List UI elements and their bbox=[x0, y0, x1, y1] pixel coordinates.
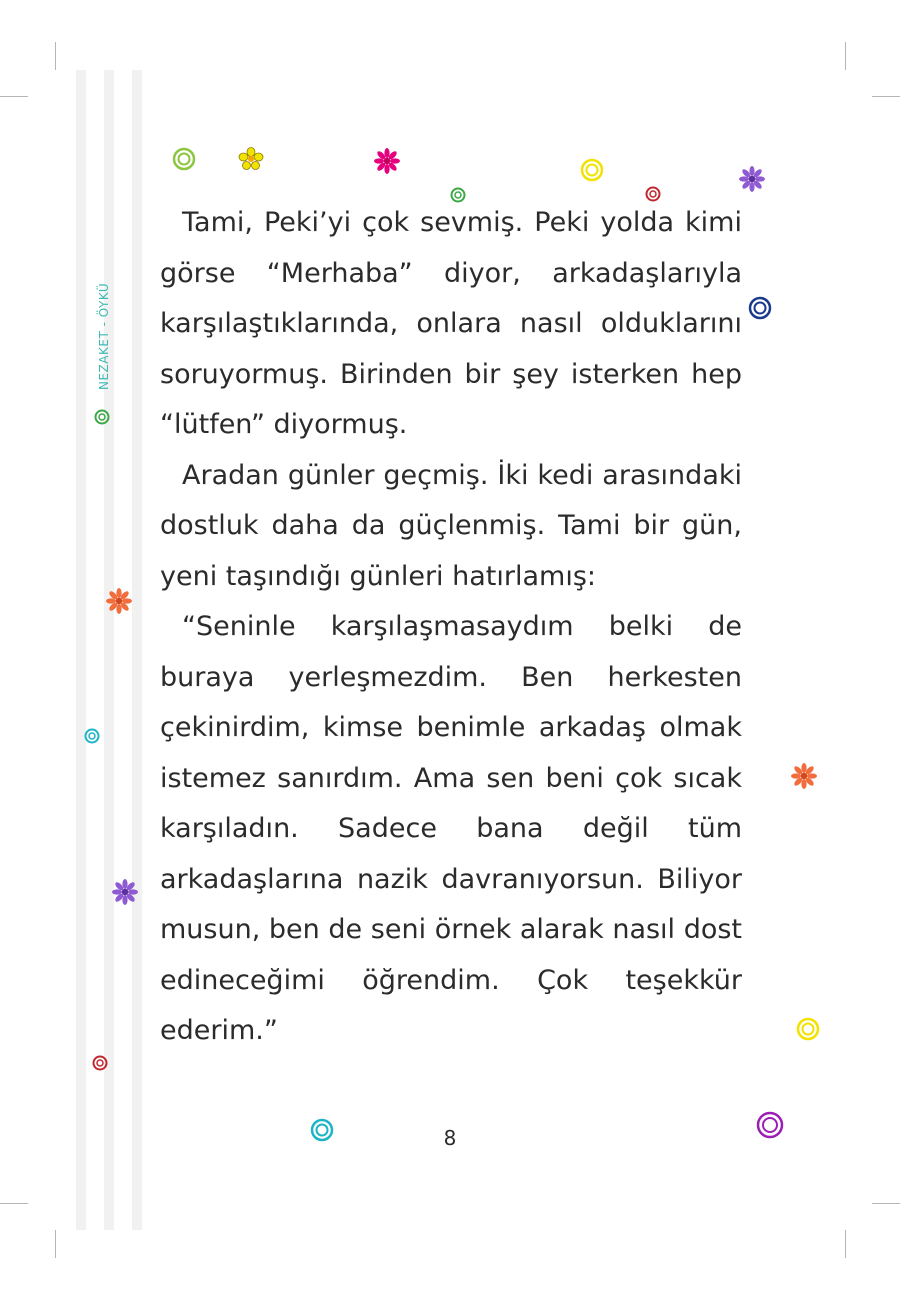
crop-mark-top-left-h bbox=[0, 96, 28, 97]
story-text bbox=[160, 198, 742, 1057]
yellow-flower-icon bbox=[238, 147, 264, 171]
crop-mark-top-right-h bbox=[872, 96, 900, 97]
orange-flower-icon bbox=[106, 588, 132, 614]
paragraph: “Seninle karşılaşmasaydım belki de buraya yerleşmezdim. Ben herkesten çekinirdim, kimse benimle arkadaş olmak istemez sanırdım. Ama sen beni çok sıcak karşıladın. Sadece bana değil tüm arkadaşlarına nazik davranıyorsun. Biliyor musun, ben de seni örnek alarak nasıl dost edineceğimi öğrendim. Çok teşekkür ederim.” bbox=[160, 611, 742, 1046]
page-number: 8 bbox=[443, 1126, 457, 1150]
crop-mark-bottom-right-h bbox=[872, 1203, 900, 1204]
purple-flower-icon bbox=[112, 879, 138, 905]
decorative-stripe bbox=[132, 70, 142, 1230]
crop-mark-bottom-left-h bbox=[0, 1203, 28, 1204]
crop-mark-bottom-left bbox=[55, 1230, 56, 1258]
ring-decoration-icon bbox=[94, 409, 110, 425]
orange-flower-icon bbox=[791, 763, 817, 789]
decorative-stripe bbox=[76, 70, 86, 1230]
ring-decoration-icon bbox=[172, 147, 196, 171]
ring-decoration-icon bbox=[580, 158, 604, 182]
crop-mark-top-left bbox=[55, 42, 56, 70]
side-section-label: NEZAKET - ÖYKÜ bbox=[97, 282, 111, 390]
ring-decoration-icon bbox=[748, 296, 772, 320]
ring-decoration-icon bbox=[84, 728, 100, 744]
magenta-flower-icon bbox=[374, 148, 400, 174]
ring-decoration-icon bbox=[92, 1055, 108, 1071]
ring-decoration-icon bbox=[796, 1017, 820, 1041]
purple-flower-icon bbox=[739, 166, 765, 192]
crop-mark-bottom-right bbox=[845, 1230, 846, 1258]
crop-mark-top-right bbox=[845, 42, 846, 70]
paragraph: Tami, Peki’yi çok sevmiş. Peki yolda kimi görse “Merhaba” diyor, arkadaşlarıyla karşılaştıklarında, onlara nasıl olduklarını soruyormuş. Birinden bir şey isterken hep “lütfen” diyormuş. bbox=[160, 207, 742, 440]
paragraph: Aradan günler geçmiş. İki kedi arasındaki dostluk daha da güçlenmiş. Tami bir gün, yeni taşındığı günleri hatırlamış: bbox=[160, 459, 742, 592]
